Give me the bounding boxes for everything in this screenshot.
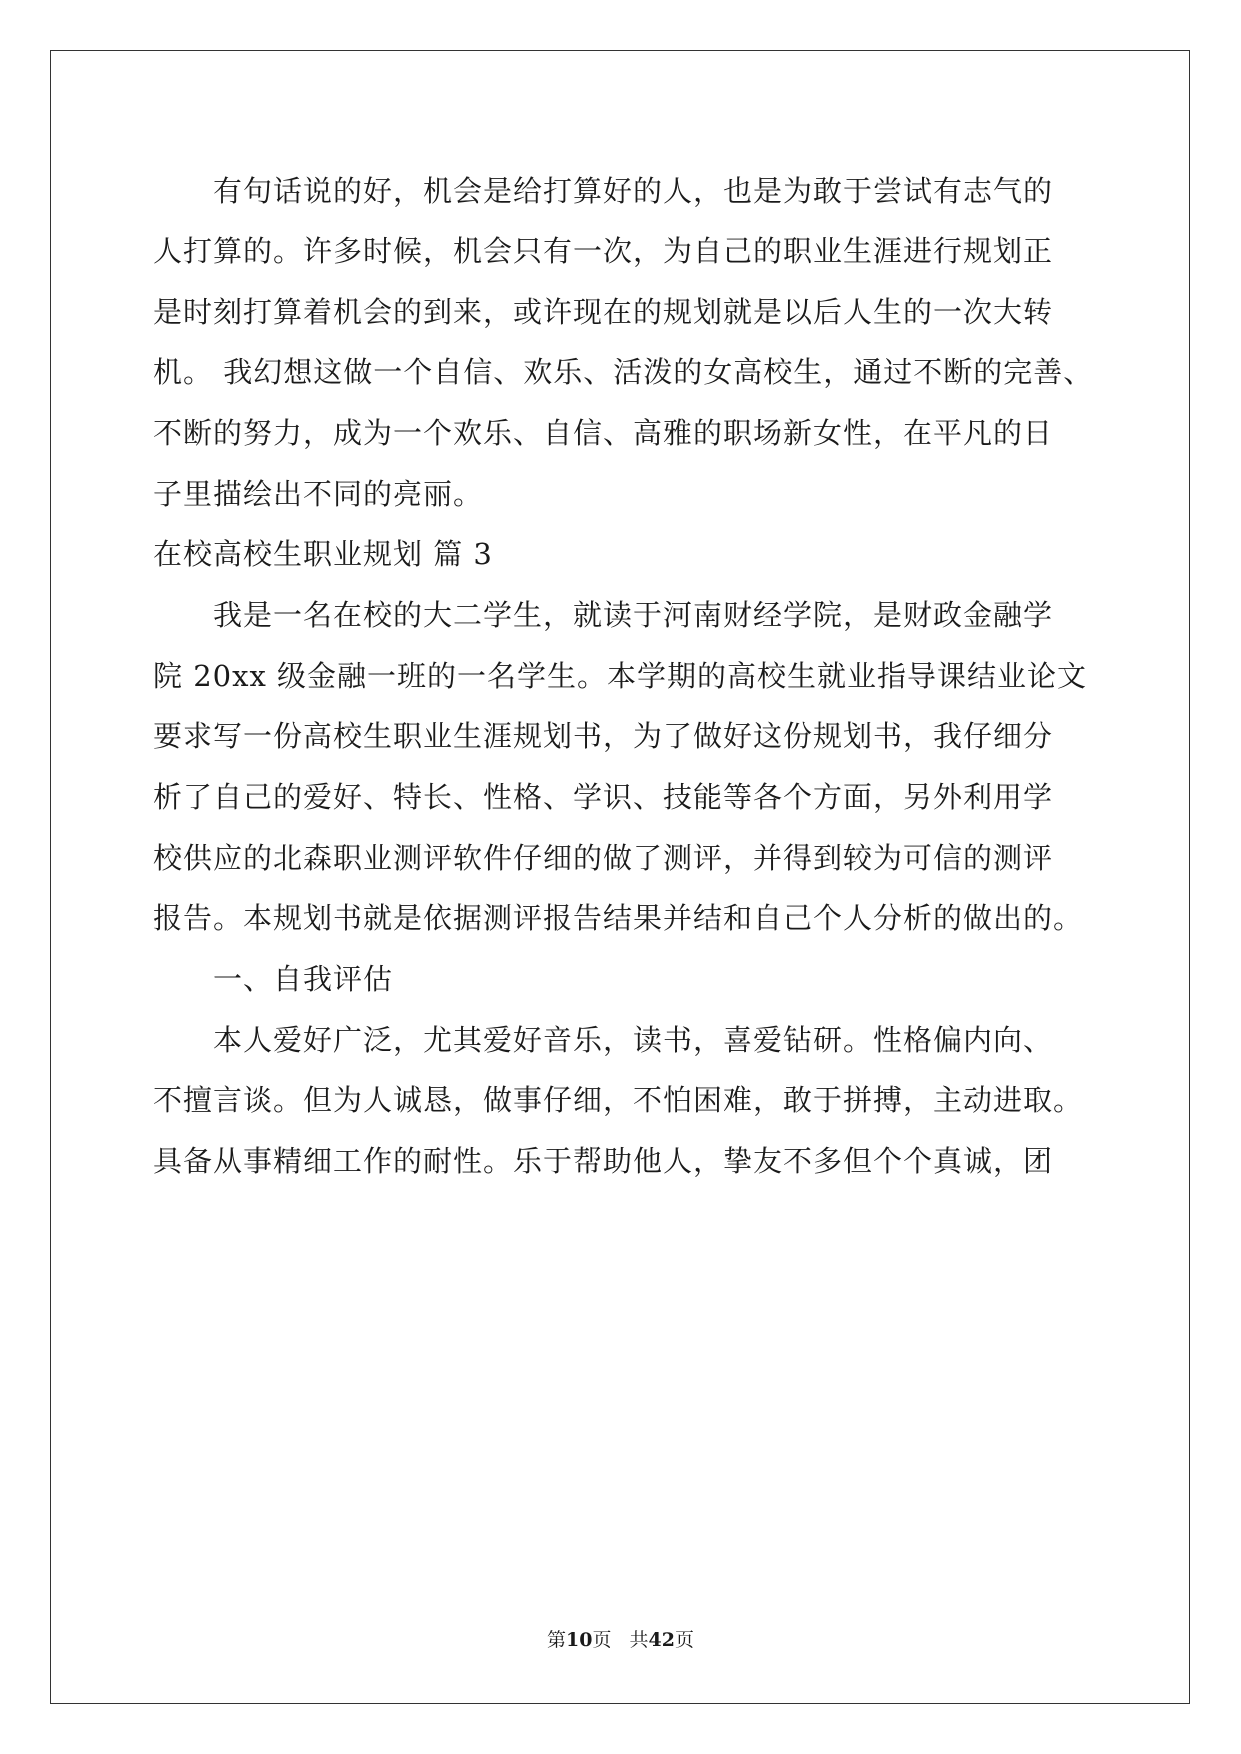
subheading-self-assessment: 一、自我评估 (213, 962, 394, 996)
body-line-3: 是时刻打算着机会的到来，或许现在的规划就是以后人生的一次大转 (153, 295, 1054, 329)
body-line-12: 校供应的北森职业测评软件仔细的做了测评，并得到较为可信的测评 (153, 841, 1054, 875)
body-line-6: 子里描绘出不同的亮丽。 (153, 477, 484, 511)
body-line-10: 要求写一份高校生职业生涯规划书，为了做好这份规划书，我仔细分 (153, 719, 1054, 753)
footer-page-suffix: 页 (592, 1629, 612, 1651)
footer-page-prefix: 第 (547, 1629, 567, 1651)
body-line-11: 析了自己的爱好、特长、性格、学识、技能等各个方面，另外利用学 (153, 780, 1054, 814)
footer-total-suffix: 页 (674, 1629, 694, 1651)
footer-total-prefix: 共 (629, 1629, 649, 1651)
body-line-5: 不断的努力，成为一个欢乐、自信、高雅的职场新女性，在平凡的日 (153, 416, 1054, 450)
body-line-13: 报告。本规划书就是依据测评报告结果并结和自己个人分析的做出的。 (153, 901, 1084, 935)
footer-total-pages: 42 (648, 1629, 675, 1651)
body-line-8: 我是一名在校的大二学生，就读于河南财经学院，是财政金融学 (213, 598, 1054, 632)
section-heading: 在校高校生职业规划 篇 3 (153, 537, 493, 571)
body-line-9: 院 20xx 级金融一班的一名学生。本学期的高校生就业指导课结业论文 (153, 659, 1088, 693)
body-line-16: 不擅言谈。但为人诚恳，做事仔细，不怕困难，敢于拼搏，主动进取。 (153, 1083, 1084, 1117)
page-footer (0, 1628, 1241, 1652)
footer-page-number: 10 (566, 1629, 593, 1651)
body-line-4: 机。 我幻想这做一个自信、欢乐、活泼的女高校生，通过不断的完善、 (153, 355, 1094, 389)
body-line-17: 具备从事精细工作的耐性。乐于帮助他人，挚友不多但个个真诚，团 (153, 1144, 1054, 1178)
body-line-2: 人打算的。许多时候，机会只有一次，为自己的职业生涯进行规划正 (153, 234, 1054, 268)
body-line-15: 本人爱好广泛，尤其爱好音乐，读书，喜爱钻研。性格偏内向、 (213, 1023, 1054, 1057)
body-line-1: 有句话说的好，机会是给打算好的人，也是为敢于尝试有志气的 (213, 174, 1054, 208)
